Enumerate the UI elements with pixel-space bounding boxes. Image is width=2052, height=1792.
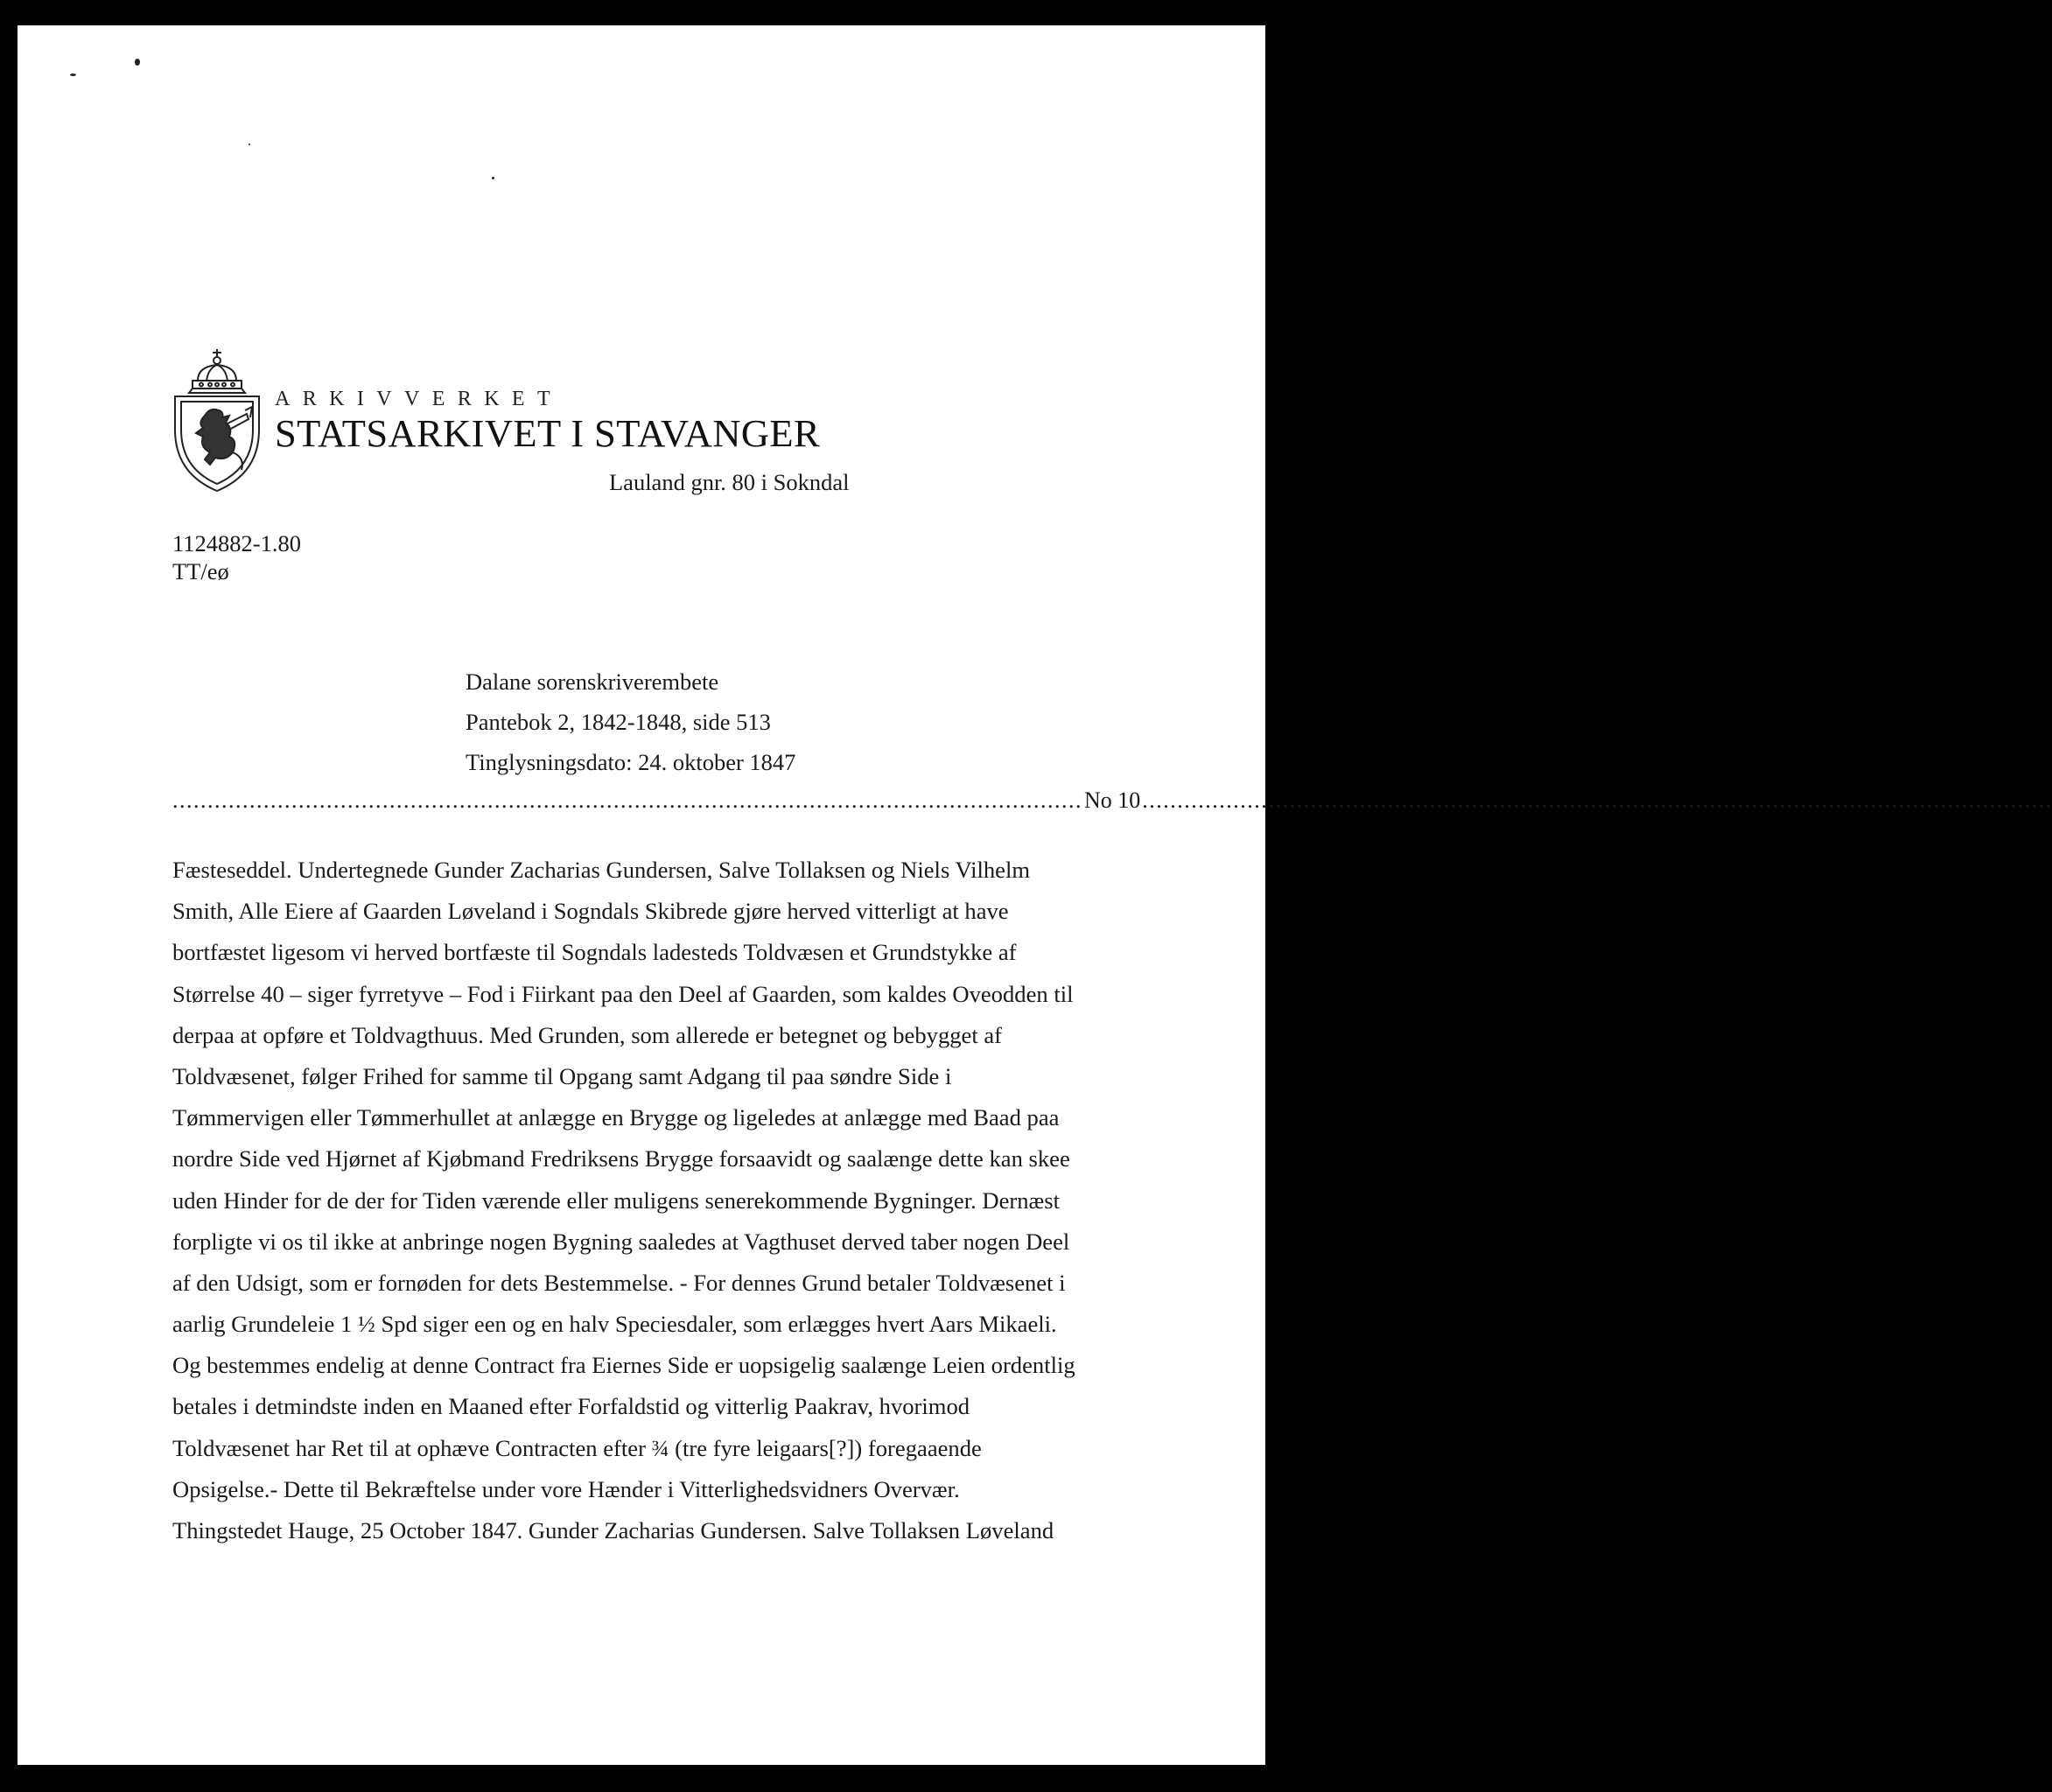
transcription-line: Toldvæsenet har Ret til at ophæve Contracten efter ¾ (tre fyre leigaars[?]) foregaaende [172, 1434, 982, 1461]
entry-number: No 10 [1084, 788, 1141, 813]
scan-speck [249, 144, 250, 145]
transcription-line: Smith, Alle Eiere af Gaarden Løveland i Sogndals Skibrede gjøre herved vitterligt at have [172, 898, 1009, 925]
source-book: Pantebok 2, 1842-1848, side 513 [466, 709, 771, 735]
agency-name: ARKIVVERKET [275, 388, 564, 410]
transcription-line: uden Hinder for de der for Tiden værende eller muligens senerekommende Bygninger. Dernæst [172, 1186, 1061, 1214]
separator-dots-left: .................................................................................................................................. [172, 788, 1082, 813]
office-name: STATSARKIVET I STAVANGER [275, 411, 821, 455]
source-block [466, 662, 795, 782]
entry-separator [172, 787, 2052, 815]
transcription-line: af den Udsigt, som er fornøden for dets Bestemmelse. - For dennes Grund betaler Toldvæsenet i [172, 1269, 1066, 1296]
transcription-line: Størrelse 40 – siger fyrretyve – Fod i Fiirkant paa den Deel af Gaarden, som kaldes Oveodden til [172, 980, 1074, 1007]
archive-header [275, 387, 820, 455]
transcription-text [172, 850, 1157, 1551]
transcription-line: aarlig Grundeleie 1 ½ Spd siger een og en halv Speciesdaler, som erlægges hvert Aars Mikaeli. [172, 1311, 1057, 1338]
transcription-line: betales i detmindste inden en Maaned efter Forfaldstid og vitterlig Paakrav, hvorimod [172, 1393, 970, 1420]
document-page [18, 25, 2052, 1765]
source-office: Dalane sorenskriverembete [466, 668, 719, 695]
transcription-line: Opsigelse.- Dette til Bekræftelse under vore Hænder i Vitterlighedsvidners Overvær. [172, 1475, 960, 1502]
scan-speck [492, 177, 494, 179]
scan-speck [135, 59, 140, 66]
property-reference: Lauland gnr. 80 i Sokndal [609, 469, 850, 495]
transcription-line: Tømmervigen eller Tømmerhullet at anlægge en Brygge og ligeledes at anlægge med Baad paa [172, 1104, 1060, 1131]
source-date: Tinglysningsdato: 24. oktober 1847 [466, 749, 796, 775]
reference-block [172, 529, 301, 585]
transcription-line: Fæsteseddel. Undertegnede Gunder Zacharias Gundersen, Salve Tollaksen og Niels Vilhelm [172, 857, 1031, 883]
coat-of-arms-icon [172, 349, 263, 493]
transcription-line: Toldvæsenet, følger Frihed for samme til Opgang samt Adgang til paa søndre Side i [172, 1062, 952, 1089]
reference-code: 1124882-1.80 [172, 530, 301, 556]
separator-dots-right: .................................................................................................................................. [1142, 788, 2052, 813]
transcription-line: Thingstedet Hauge, 25 October 1847. Gunder Zacharias Gundersen. Salve Tollaksen Løveland [172, 1517, 1054, 1544]
transcription-line: derpaa at opføre et Toldvagthuus. Med Grunden, som allerede er betegnet og bebygget af [172, 1021, 1003, 1048]
transcription-line: Og bestemmes endelig at denne Contract fra Eiernes Side er uopsigelig saalænge Leien ordentlig [172, 1352, 1075, 1379]
transcription-line: bortfæstet ligesom vi herved bortfæste til Sogndals ladesteds Toldvæsen et Grundstykke af [172, 939, 1017, 966]
transcription-line: forpligte vi os til ikke at anbringe nogen Bygning saaledes at Vagthuset derved taber nogen Deel [172, 1228, 1070, 1255]
transcription-line: nordre Side ved Hjørnet af Kjøbmand Fredriksens Brygge forsaavidt og saalænge dette kan skee [172, 1145, 1070, 1172]
scan-speck [70, 74, 76, 76]
reference-initials: TT/eø [172, 558, 229, 584]
